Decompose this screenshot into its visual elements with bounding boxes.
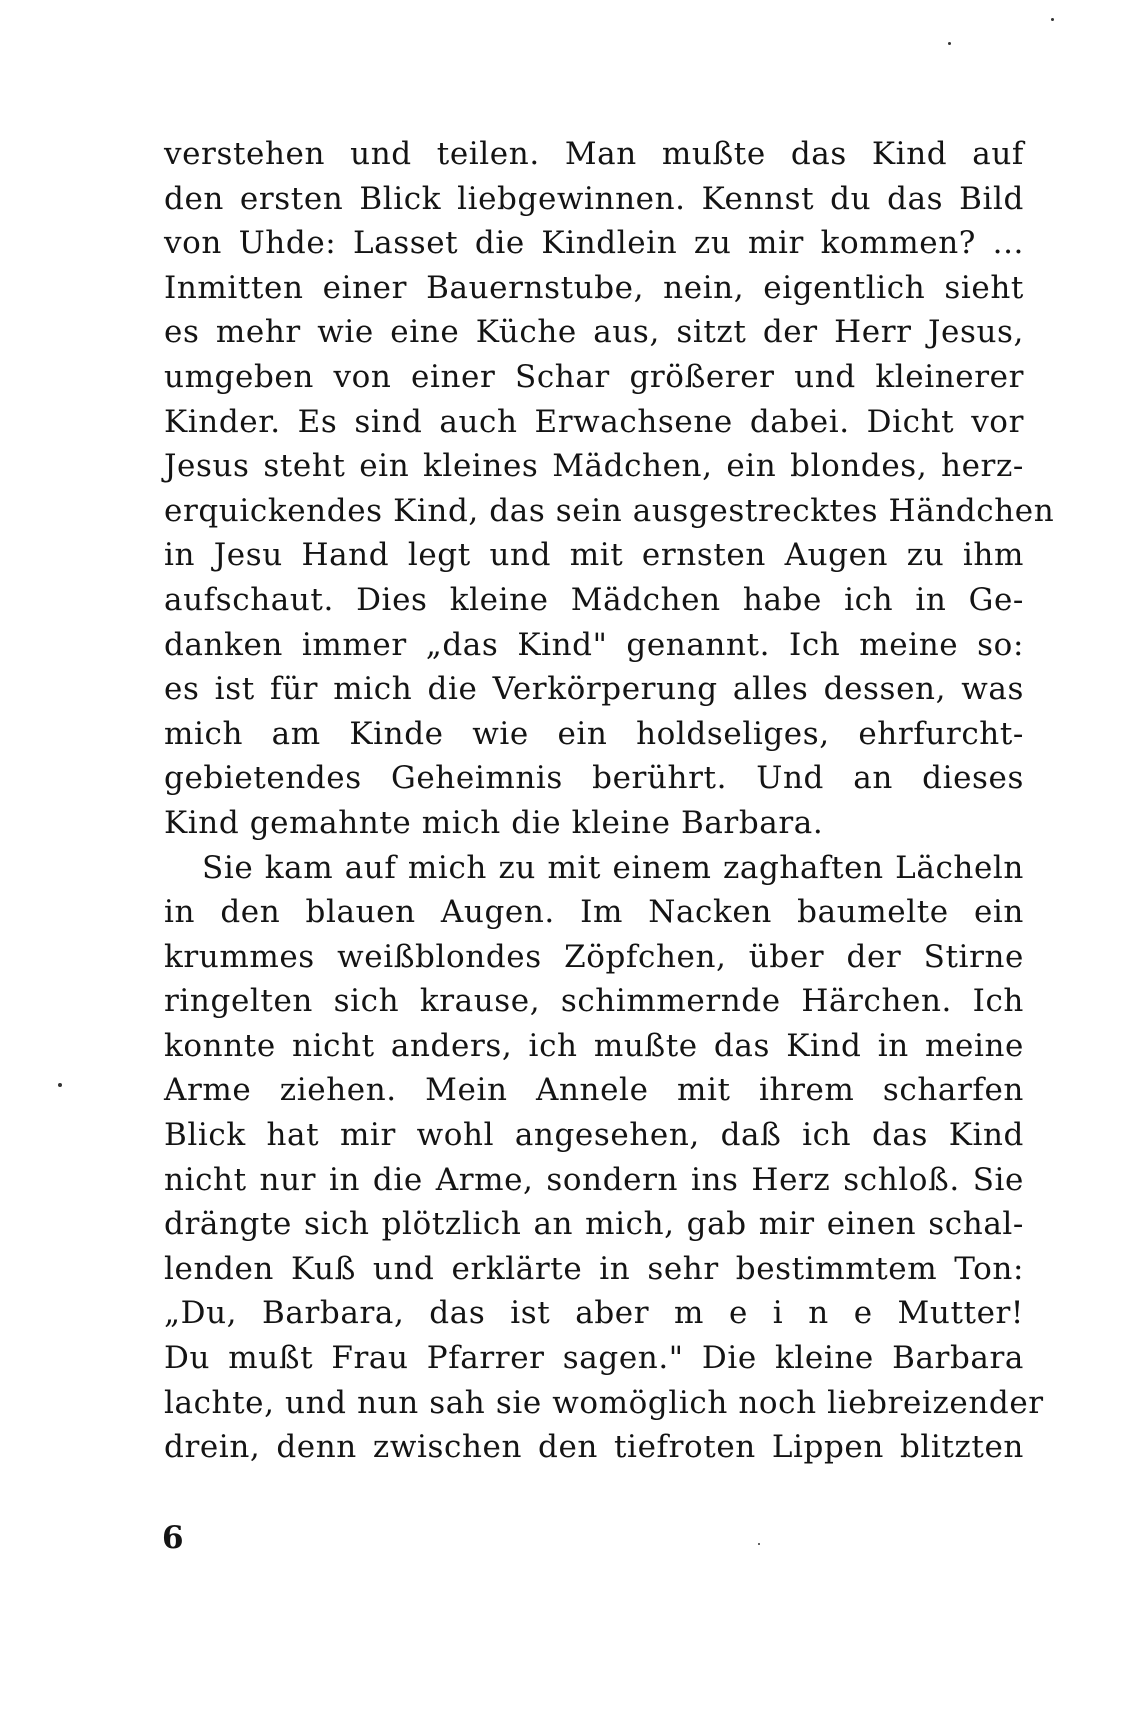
text-line: aufschaut. Dies kleine Mädchen habe ich in Ge- bbox=[164, 581, 1024, 618]
text-line: Arme ziehen. Mein Annele mit ihrem scharfen bbox=[164, 1072, 1024, 1109]
text-line: es ist für mich die Verkörperung alles dessen, was bbox=[164, 671, 1024, 708]
text-line: umgeben von einer Schar größerer und kleinerer bbox=[164, 358, 1024, 395]
scan-speck bbox=[58, 1083, 62, 1087]
text-line: den ersten Blick liebgewinnen. Kennst du das Bild bbox=[164, 180, 1024, 217]
text-line: danken immer „das Kind" genannt. Ich meine so: bbox=[164, 626, 1024, 663]
text-line: drängte sich plötzlich an mich, gab mir einen schal- bbox=[164, 1206, 1024, 1243]
text-line: Kind gemahnte mich die kleine Barbara. bbox=[164, 804, 824, 841]
text-line: drein, denn zwischen den tiefroten Lippen blitzten bbox=[164, 1429, 1024, 1466]
text-line: ringelten sich krause, schimmernde Härchen. Ich bbox=[164, 983, 1024, 1020]
text-line: lachte, und nun sah sie womöglich noch liebreizender bbox=[164, 1384, 1044, 1421]
text-line: mich am Kinde wie ein holdseliges, ehrfurcht- bbox=[164, 715, 1024, 752]
text-line: Blick hat mir wohl angesehen, daß ich das Kind bbox=[164, 1117, 1024, 1154]
text-line: erquickendes Kind, das sein ausgestrecktes Händchen bbox=[164, 492, 1055, 529]
text-line: von Uhde: Lasset die Kindlein zu mir kommen? ... bbox=[164, 225, 1024, 262]
text-line: es mehr wie eine Küche aus, sitzt der Herr Jesus, bbox=[164, 314, 1024, 351]
text-line: Du mußt Frau Pfarrer sagen." Die kleine Barbara bbox=[164, 1340, 1024, 1377]
text-line: in Jesu Hand legt und mit ernsten Augen zu ihm bbox=[164, 537, 1024, 574]
text-line: konnte nicht anders, ich mußte das Kind in meine bbox=[164, 1027, 1024, 1064]
text-line: „Du, Barbara, das ist aber m e i n e Mutter! bbox=[164, 1295, 1024, 1332]
text-line: nicht nur in die Arme, sondern ins Herz schloß. Sie bbox=[164, 1161, 1024, 1198]
text-line: gebietendes Geheimnis berührt. Und an dieses bbox=[164, 760, 1024, 797]
paragraph-1 bbox=[164, 132, 1055, 846]
text-line: in den blauen Augen. Im Nacken baumelte ein bbox=[164, 894, 1024, 931]
scan-speck bbox=[948, 42, 951, 45]
body-text bbox=[164, 132, 1055, 1470]
text-line: lenden Kuß und erklärte in sehr bestimmtem Ton: bbox=[164, 1250, 1024, 1287]
text-line: Kinder. Es sind auch Erwachsene dabei. Dicht vor bbox=[164, 403, 1024, 440]
paragraph-2 bbox=[164, 846, 1044, 1470]
scan-speck bbox=[1051, 18, 1054, 21]
text-line: Inmitten einer Bauernstube, nein, eigentlich sieht bbox=[164, 269, 1024, 306]
text-line: verstehen und teilen. Man mußte das Kind auf bbox=[164, 136, 1024, 172]
text-line: Jesus steht ein kleines Mädchen, ein blondes, herz- bbox=[164, 448, 1024, 485]
page-number: 6 bbox=[162, 1520, 184, 1556]
text-line: krummes weißblondes Zöpfchen, über der Stirne bbox=[164, 938, 1024, 975]
scan-speck bbox=[758, 1543, 760, 1545]
text-line: Sie kam auf mich zu mit einem zaghaften Lächeln bbox=[202, 849, 1024, 886]
